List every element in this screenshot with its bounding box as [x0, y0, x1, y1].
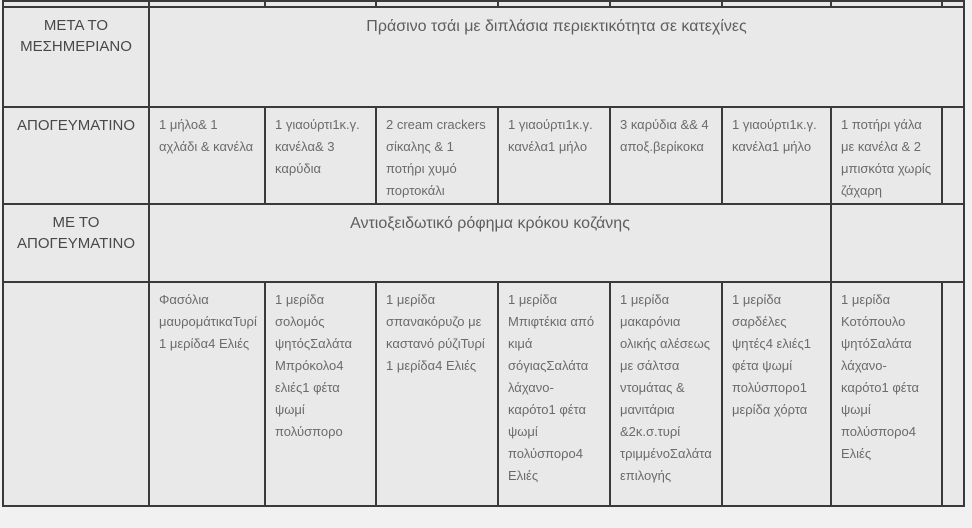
row-label-with-afternoon-snack: ΜΕ ΤΟ ΑΠΟΓΕΥΜΑΤΙΝΟ	[3, 204, 149, 282]
dinner-cell: 1 μερίδα Μπιφτέκια από κιμά σόγιαςΣαλάτα λάχανο-καρότο1 φέτα ψωμί πολύσπορο4 Ελιές	[498, 282, 610, 506]
dinner-cell: 1 μερίδα σαρδέλες ψητές4 ελιές1 φέτα ψωμί πολύσπορο1 μερίδα χόρτα	[722, 282, 831, 506]
table-row-with-afternoon-snack	[3, 204, 964, 282]
table-row-dinner	[3, 282, 964, 506]
spacer-cell	[831, 204, 964, 282]
row-label-empty	[3, 282, 149, 506]
row-label-after-lunch: ΜΕΤΑ ΤΟ ΜΕΣΗΜΕΡΙΑΝΟ	[3, 7, 149, 107]
spacer-cell	[942, 107, 964, 204]
dinner-cell: 1 μερίδα σολομός ψητόςΣαλάτα Μπρόκολο4 ελιές1 φέτα ψωμί πολύσπορο	[265, 282, 376, 506]
afternoon-snack-cell: 1 μήλο& 1 αχλάδι & κανέλα	[149, 107, 265, 204]
afternoon-snack-cell: 1 γιαούρτι1κ.γ. κανέλα1 μήλο	[498, 107, 610, 204]
afternoon-snack-cell: 1 ποτήρι γάλα με κανέλα & 2 μπισκότα χωρίς ζάχαρη	[831, 107, 942, 204]
dinner-cell: 1 μερίδα Κοτόπουλο ψητόΣαλάτα λάχανο-καρότο1 φέτα ψωμί πολύσπορο4 Ελιές	[831, 282, 942, 506]
dinner-cell: 1 μερίδα σπανακόρυζο με καστανό ρύζιΤυρί 1 μερίδα4 Ελιές	[376, 282, 498, 506]
row-label-afternoon-snack: ΑΠΟΓΕΥΜΑΤΙΝΟ	[3, 107, 149, 204]
spacer-cell	[942, 282, 964, 506]
afternoon-snack-cell: 2 cream crackers σίκαλης & 1 ποτήρι χυμό πορτοκάλι	[376, 107, 498, 204]
dinner-cell: Φασόλια μαυρομάτικαΤυρί 1 μερίδα4 Ελιές	[149, 282, 265, 506]
afternoon-snack-cell: 1 γιαούρτι1κ.γ. κανέλα1 μήλο	[722, 107, 831, 204]
afternoon-snack-cell: 3 καρύδια && 4 αποξ.βερίκοκα	[610, 107, 722, 204]
table-row-after-lunch	[3, 7, 964, 107]
table-row-afternoon-snack	[3, 107, 964, 204]
saffron-drink-note-cell: Αντιοξειδωτικό ρόφημα κρόκου κοζάνης	[149, 204, 831, 282]
afternoon-snack-cell: 1 γιαούρτι1κ.γ. κανέλα& 3 καρύδια	[265, 107, 376, 204]
diet-plan-table	[2, 0, 965, 507]
dinner-cell: 1 μερίδα μακαρόνια ολικής αλέσεως με σάλτσα ντομάτας & μανιτάρια &2κ.σ.τυρί τριμμένοΣαλάτα επιλογής	[610, 282, 722, 506]
green-tea-note-cell: Πράσινο τσάι με διπλάσια περιεκτικότητα σε κατεχίνες	[149, 7, 964, 107]
